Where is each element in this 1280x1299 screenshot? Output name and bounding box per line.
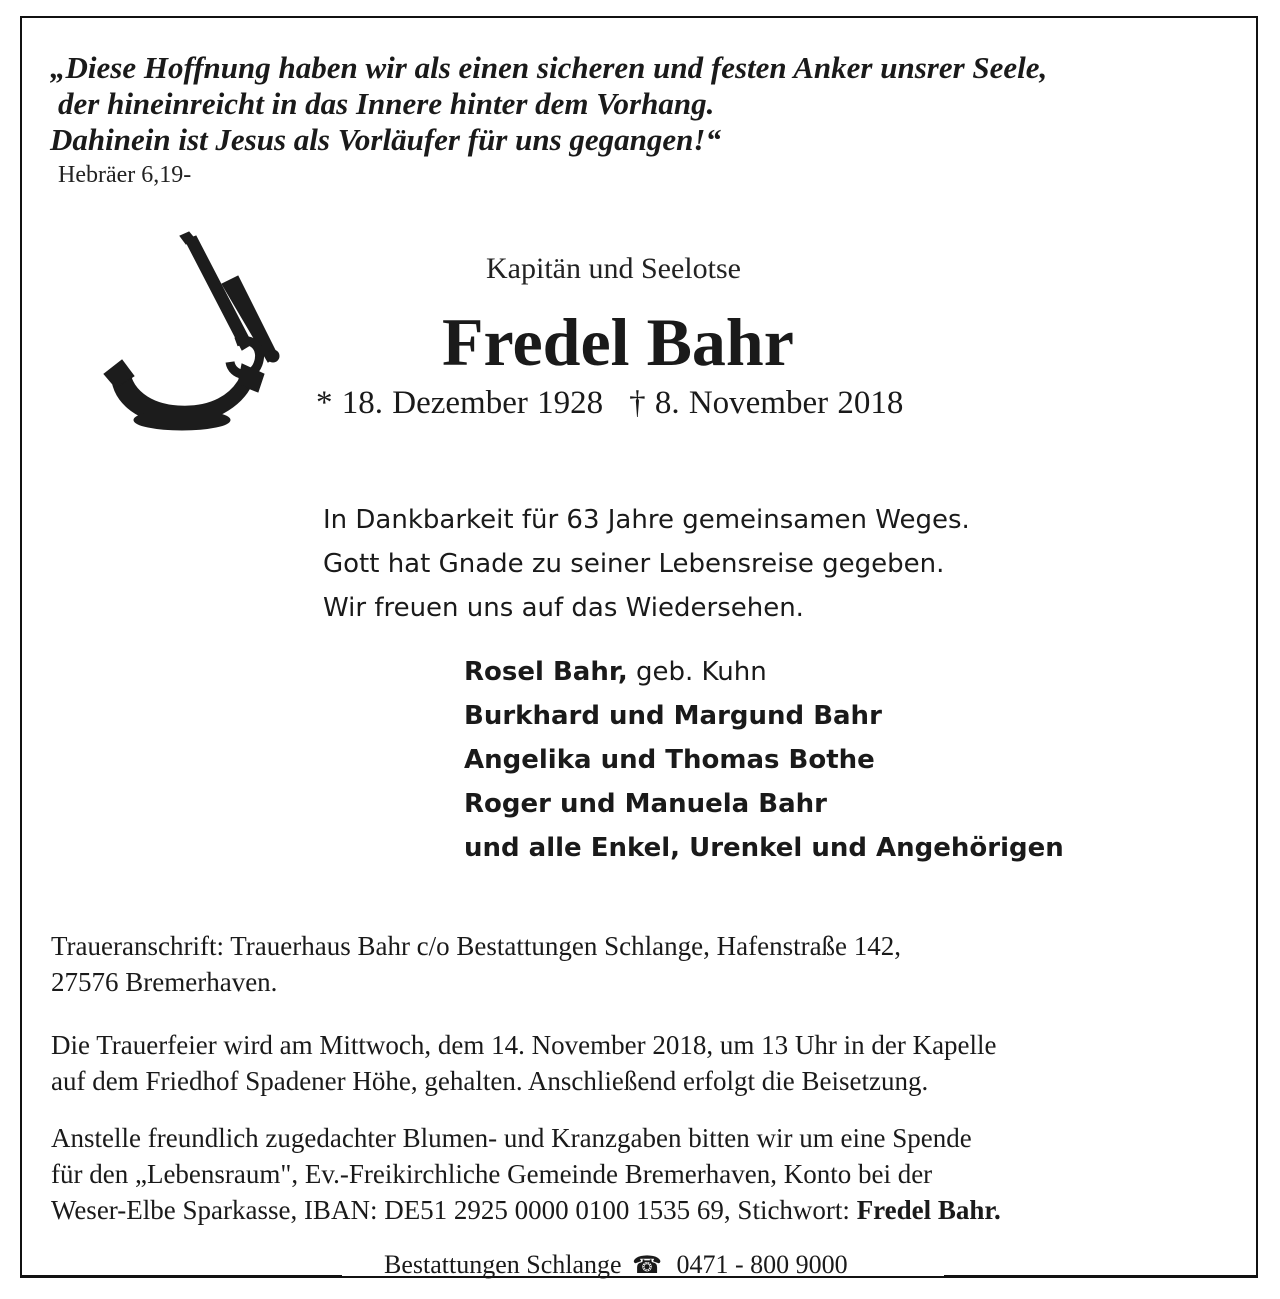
donation-request xyxy=(51,1120,1001,1228)
ceremony-line: auf dem Friedhof Spadener Höhe, gehalten. Anschließend erfolgt die Beisetzung. xyxy=(51,1066,929,1096)
mourning-address xyxy=(51,928,901,1000)
donation-text: Weser-Elbe Sparkasse, IBAN: DE51 2925 0000 0100 1535 69, Stichwort: xyxy=(51,1195,857,1225)
funeral-ceremony xyxy=(51,1027,997,1099)
telephone-icon: ☎ xyxy=(632,1251,662,1279)
family-member: Burkhard und Margund Bahr xyxy=(464,701,882,731)
family-list xyxy=(464,650,1064,870)
funeral-home-name: Bestattungen Schlange xyxy=(384,1250,622,1279)
footer xyxy=(384,1250,848,1280)
donation-line: Anstelle freundlich zugedachter Blumen- und Kranzgaben bitten wir um eine Spende xyxy=(51,1123,972,1153)
donation-line xyxy=(51,1192,1001,1228)
birth-date: * 18. Dezember 1928 xyxy=(316,385,604,421)
donation-keyword: Fredel Bahr. xyxy=(856,1195,1001,1225)
funeral-home-phone: 0471 - 800 9000 xyxy=(676,1250,848,1279)
anchor-icon xyxy=(92,224,292,439)
donation-line: für den „Lebensraum", Ev.-Freikirchliche Gemeinde Bremerhaven, Konto bei der xyxy=(51,1159,933,1189)
family-member: Roger und Manuela Bahr xyxy=(464,789,827,819)
thanks-line: In Dankbarkeit für 63 Jahre gemeinsamen Weges. xyxy=(323,505,970,535)
profession-text: Kapitän und Seelotse xyxy=(486,252,741,285)
quote-line: „Diese Hoffnung haben wir als einen sicheren und festen Anker unsrer Seele, xyxy=(50,50,1048,85)
death-date: † 8. November 2018 xyxy=(629,385,904,421)
address-line: 27576 Bremerhaven. xyxy=(51,967,278,997)
thanks-line: Gott hat Gnade zu seiner Lebensreise gegeben. xyxy=(323,549,945,579)
family-member: und alle Enkel, Urenkel und Angehörigen xyxy=(464,833,1064,863)
quote-source: Hebräer 6,19- xyxy=(58,162,192,188)
deceased-name: Fredel Bahr xyxy=(442,304,794,380)
quote-line: Dahinein ist Jesus als Vorläufer für uns gegangen!“ xyxy=(50,122,721,157)
family-member xyxy=(464,650,1064,694)
quote-line: der hineinreicht in das Innere hinter dem Vorhang. xyxy=(58,86,715,121)
thanks-text xyxy=(323,498,970,630)
footer-divider-left xyxy=(20,1275,342,1277)
thanks-line: Wir freuen uns auf das Wiedersehen. xyxy=(323,593,804,623)
family-member-maiden: geb. Kuhn xyxy=(627,657,767,687)
life-dates xyxy=(316,385,903,422)
family-member-name: Rosel Bahr, xyxy=(464,657,628,687)
bible-quote xyxy=(50,50,1047,158)
family-member: Angelika und Thomas Bothe xyxy=(464,745,875,775)
address-line: Traueranschrift: Trauerhaus Bahr c/o Bestattungen Schlange, Hafenstraße 142, xyxy=(51,931,902,961)
ceremony-line: Die Trauerfeier wird am Mittwoch, dem 14. November 2018, um 13 Uhr in der Kapelle xyxy=(51,1030,997,1060)
footer-divider-right xyxy=(944,1275,1258,1277)
